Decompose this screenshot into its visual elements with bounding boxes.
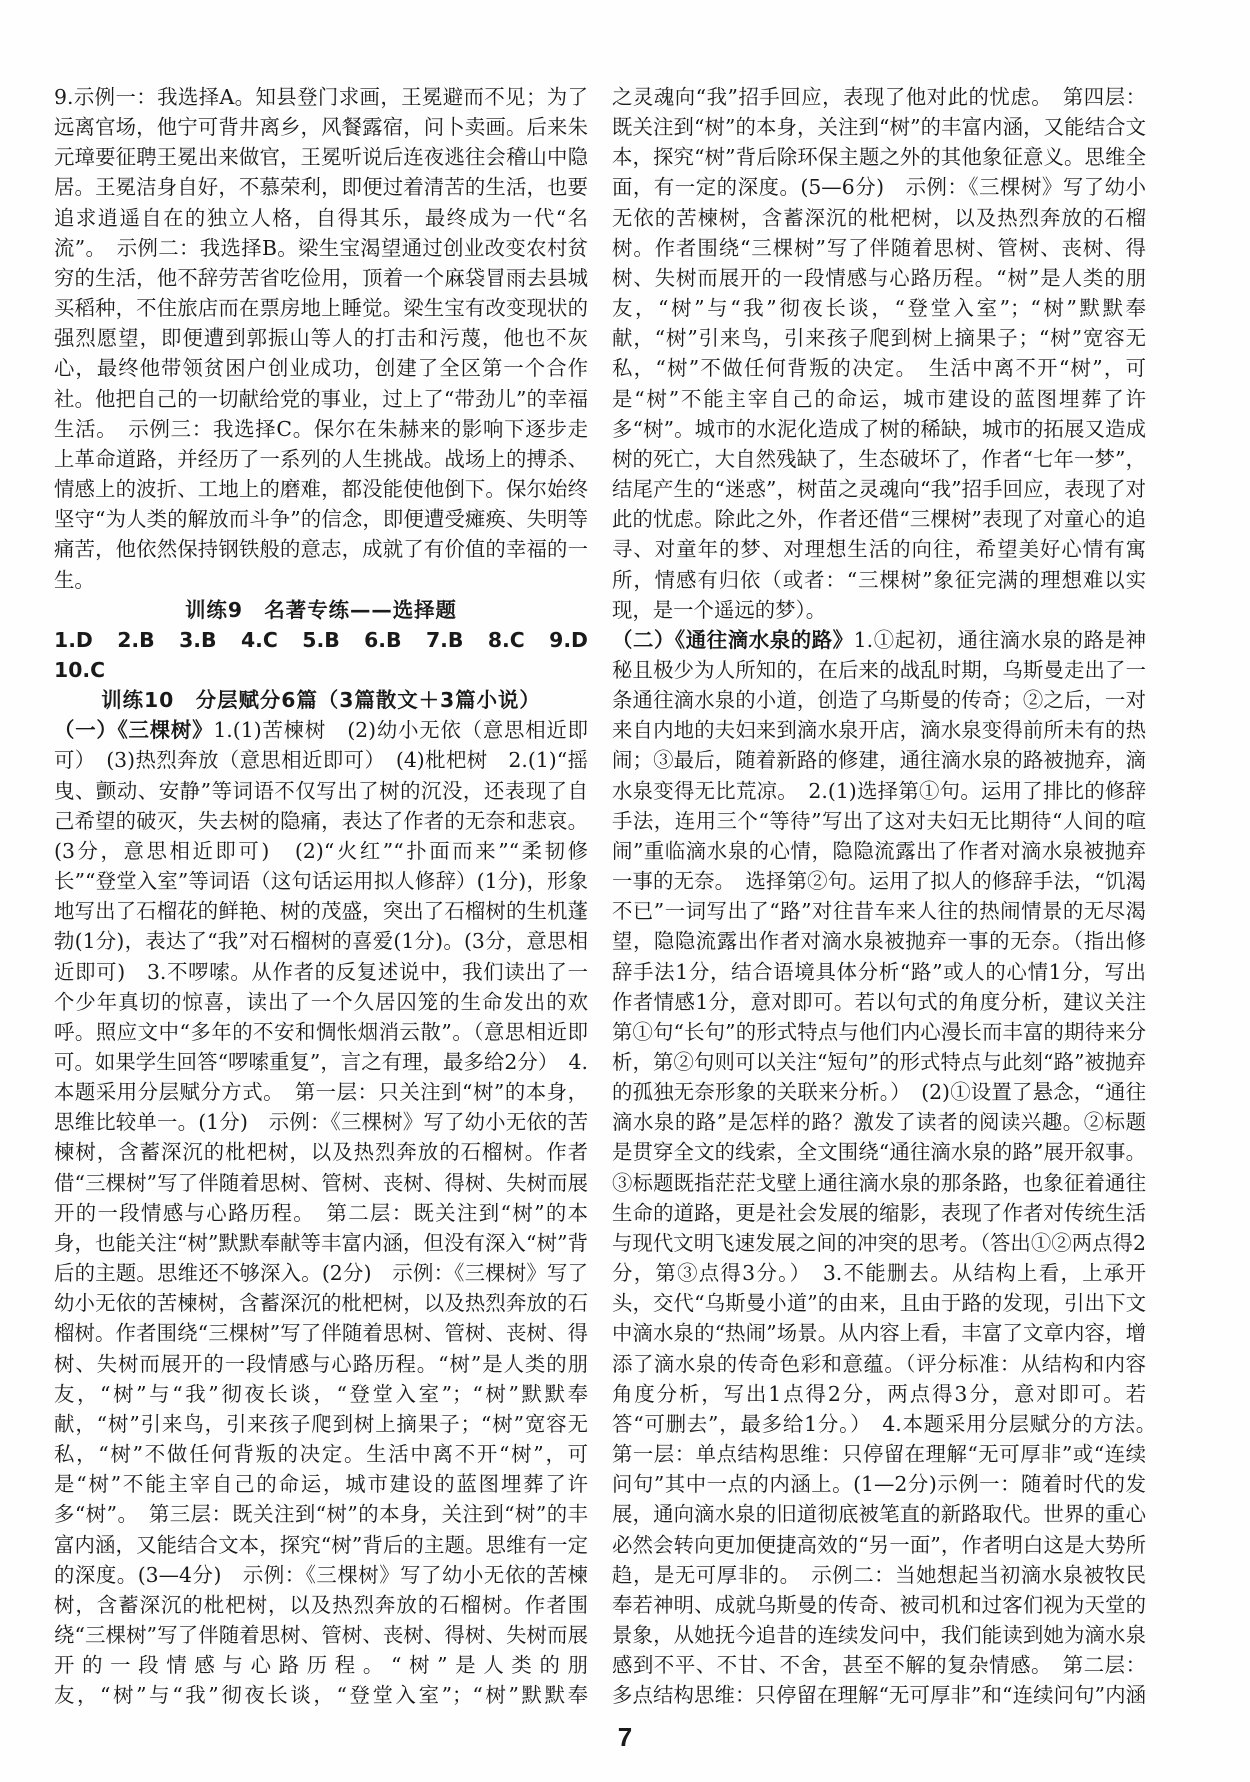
right-column: [612, 82, 1146, 1708]
train10-title: 训练10 分层赋分6篇（3篇散文＋3篇小说）: [101, 688, 541, 713]
train9-answers: 1.D 2.B 3.B 4.C 5.B 6.B 7.B 8.C 9.D 10.C: [54, 627, 588, 682]
section-2-heading: （二）《通往滴水泉的路》: [612, 627, 854, 652]
page-number: 7: [617, 1722, 633, 1752]
section-1: [54, 715, 588, 1708]
train9-title: 训练9 名著专练——选择题: [185, 597, 457, 622]
section-2: [612, 625, 1146, 1708]
section-1-heading: （一）《三棵树》: [54, 718, 214, 743]
section-2-text: 1.①起初，通往滴水泉的路是神秘且极少为人所知的，在后来的战乱时期，乌斯曼走出了一条通往滴水泉的小道，创造了乌斯曼的传奇；②之后，一对来自内地的夫妇来到滴水泉开店，滴水泉变得前所未有的热闹；③最后，随着新路的修建，通往滴水泉的路被抛弃，滴水泉变得无比荒凉。 2.(1)选择第①句。运用了排比的修辞手法，连用三个“等待”写出了这对夫妇无比期待“人间的喧闹”重临滴水泉的心情，隐隐流露出了作者对滴水泉被抛弃一事的无奈。 选择第②句。运用了拟人的修辞手法，“饥渴不已”一词写出了“路”对往昔车来人往的热闹情景的无尽渴望，隐隐流露出作者对滴水泉被抛弃一事的无奈。（指出修辞手法1分，结合语境具体分析“路”或人的心情1分，写出作者情感1分，意对即可。若以句式的角度分析，建议关注第①句“长句”的形式特点与他们内心漫长而丰富的期待来分析，第②句则可以关注“短句”的形式特点与此刻“路”被抛弃的孤独无奈形象的关联来分析。） (2)①设置了悬念，“通往滴水泉的路”是怎样的路？激发了读者的阅读兴趣。②标题是贯穿全文的线索，全文围绕“通往滴水泉的路”展开叙事。③标题既指茫茫戈壁上通往滴水泉的那条路，也象征着通往生命的道路，更是社会发展的缩影，表现了作者对传统生活与现代文明飞速发展之间的冲突的思考。（答出①②两点得2分，第③点得3分。） 3.不能删去。从结构上看，上承开头，交代“乌斯曼小道”的由来，且由于路的发现，引出下文中滴水泉的“热闹”场景。从内容上看，丰富了文章内容，增添了滴水泉的传奇色彩和意蕴。（评分标准：从结构和内容角度分析，写出1点得2分，两点得3分，意对即可。若答“可删去”，最多给1分。） 4.本题采用分层赋分的方法。 第一层：单点结构思维：只停留在理解“无可厚非”或“连续问句”其中一点的内涵上。(1—2分)示例一：随着时代的发展，通向滴水泉的旧道彻底被笔直的新路取代。世界的重心必然会转向更加便捷高效的“另一面”，作者明白这是大势所趋，是无可厚非的。 示例二：当她想起当初滴水泉被牧民奉若神明、成就乌斯曼的传奇、被司机和过客们视为天堂的景象，从她抚今追昔的连续发问中，我们能读到她为滴水泉感到不平、不甘、不舍，甚至不解的复杂情感。 第二层：多点结构思维：只停留在理解“无可厚非”和“连续问句”内涵: [612, 627, 1146, 1708]
q9-answer: 9.示例一：我选择A。知县登门求画，王冕避而不见；为了远离官场，他宁可背井离乡，风餐露宿，问卜卖画。后来朱元璋要征聘王冕出来做官，王冕听说后连夜逃往会稽山中隐居。王冕洁身自好，不慕荣利，即便过着清苦的生活，也要追求逍遥自在的独立人格，自得其乐，最终成为一代“名流”。 示例二：我选择B。梁生宝渴望通过创业改变农村贫穷的生活，他不辞劳苦省吃俭用，顶着一个麻袋冒雨去县城买稻种，不住旅店而在票房地上睡觉。梁生宝有改变现状的强烈愿望，即便遭到郭振山等人的打击和污蔑，他也不灰心，最终他带领贫困户创业成功，创建了全区第一个合作社。他把自己的一切献给党的事业，过上了“带劲儿”的幸福生活。 示例三：我选择C。保尔在朱赫来的影响下逐步走上革命道路，并经历了一系列的人生挑战。战场上的搏杀、情感上的波折、工地上的磨难，都没能使他倒下。保尔始终坚守“为人类的解放而斗争”的信念，即便遭受瘫痪、失明等痛苦，他依然保持钢铁般的意志，成就了有价值的幸福的一生。: [54, 85, 588, 592]
section-1-continued: 之灵魂向“我”招手回应，表现了他对此的忧虑。 第四层：既关注到“树”的本身，关注到“树”的丰富内涵，又能结合文本，探究“树”背后除环保主题之外的其他象征意义。思维全面，有一定的深度。(5—6分) 示例：《三棵树》写了幼小无依的苦楝树，含蓄深沉的枇杷树，以及热烈奔放的石榴树。作者围绕“三棵树”写了伴随着思树、管树、丧树、得树、失树而展开的一段情感与心路历程。“树”是人类的朋友，“树”与“我”彻夜长谈，“登堂入室”；“树”默默奉献，“树”引来鸟，引来孩子爬到树上摘果子；“树”宽容无私，“树”不做任何背叛的决定。 生活中离不开“树”，可是“树”不能主宰自己的命运，城市建设的蓝图埋葬了许多“树”。城市的水泥化造成了树的稀缺，城市的拓展又造成树的死亡，大自然残缺了，生态破坏了，作者“七年一梦”，结尾产生的“迷惑”，树苗之灵魂向“我”招手回应，表现了对此的忧虑。除此之外，作者还借“三棵树”表现了对童心的追寻、对童年的梦、对理想生活的向往，希望美好心情有寓所，情感有归依（或者：“三棵树”象征完满的理想难以实现，是一个遥远的梦）。: [612, 85, 1146, 622]
section-1-text: 1.(1)苦楝树 (2)幼小无依（意思相近即可） (3)热烈奔放（意思相近即可） (4)枇杷树 2.(1)“摇曳、颤动、安静”等词语不仅写出了树的沉没，还表现了自己希望的破灭，失去树的隐痛，表达了作者的无奈和悲哀。(3分，意思相近即可) (2)“火红”“扑面而来”“柔韧修长”“登堂入室”等词语（这句话运用拟人修辞）(1分)，形象地写出了石榴花的鲜艳、树的茂盛，突出了石榴树的生机蓬勃(1分)，表达了“我”对石榴树的喜爱(1分)。(3分，意思相近即可) 3.不啰嗦。从作者的反复述说中，我们读出了一个少年真切的惊喜，读出了一个久居囚笼的生命发出的欢呼。照应文中“多年的不安和惆怅烟消云散”。（意思相近即可。如果学生回答“啰嗦重复”，言之有理，最多给2分） 4.本题采用分层赋分方式。 第一层：只关注到“树”的本身，思维比较单一。(1分) 示例：《三棵树》写了幼小无依的苦楝树，含蓄深沉的枇杷树，以及热烈奔放的石榴树。作者借“三棵树”写了伴随着思树、管树、丧树、得树、失树而展开的一段情感与心路历程。 第二层：既关注到“树”的本身，也能关注“树”默默奉献等丰富内涵，但没有深入“树”背后的主题。思维还不够深入。(2分) 示例：《三棵树》写了幼小无依的苦楝树，含蓄深沉的枇杷树，以及热烈奔放的石榴树。作者围绕“三棵树”写了伴随着思树、管树、丧树、得树、失树而展开的一段情感与心路历程。“树”是人类的朋友，“树”与“我”彻夜长谈，“登堂入室”；“树”默默奉献，“树”引来鸟，引来孩子爬到树上摘果子；“树”宽容无私，“树”不做任何背叛的决定。生活中离不开“树”，可是“树”不能主宰自己的命运，城市建设的蓝图埋葬了许多“树”。 第三层：既关注到“树”的本身，关注到“树”的丰富内涵，又能结合文本，探究“树”背后的主题。思维有一定的深度。(3—4分) 示例：《三棵树》写了幼小无依的苦楝树，含蓄深沉的枇杷树，以及热烈奔放的石榴树。作者围绕“三棵树”写了伴随着思树、管树、丧树、得树、失树而展开的一段情感与心路历程。“树”是人类的朋友，“树”与“我”彻夜长谈，“登堂入室”；“树”默默奉: [54, 718, 588, 1708]
left-column: [54, 82, 588, 1708]
